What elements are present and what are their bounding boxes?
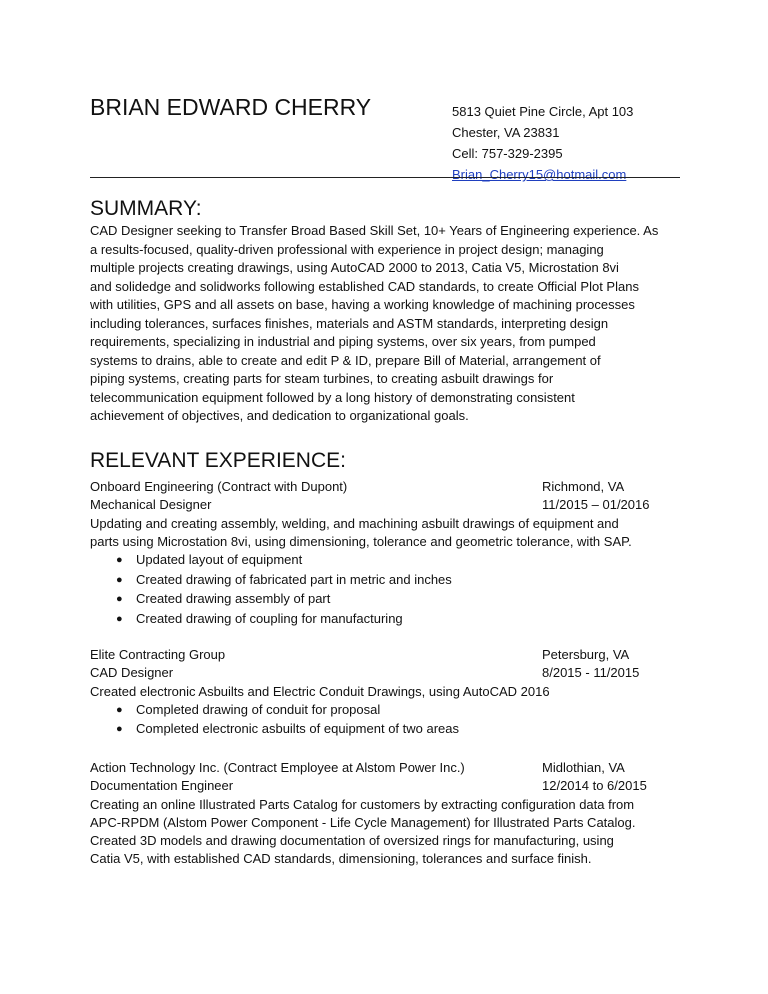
summary-line: systems to drains, able to create and edit P & ID, prepare Bill of Material, arrangement of bbox=[90, 352, 601, 368]
experience-heading: RELEVANT EXPERIENCE: bbox=[90, 449, 346, 472]
summary-line: including tolerances, surfaces finishes, materials and ASTM standards, interpreting design bbox=[90, 315, 609, 331]
job-bullet-list bbox=[90, 701, 680, 740]
summary-line: and solidedge and solidworks following established CAD standards, to create Official Plot Plans bbox=[90, 278, 639, 294]
email-link[interactable]: Brian_Cherry15@hotmail.com bbox=[452, 167, 627, 182]
job-description-line: APC-RPDM (Alstom Power Component - Life Cycle Management) for Illustrated Parts Catalog. bbox=[90, 814, 636, 830]
job-bullet-item bbox=[90, 701, 680, 721]
job-dates: 12/2014 to 6/2015 bbox=[542, 778, 647, 794]
job-bullet-list bbox=[90, 551, 680, 629]
job-location: Petersburg, VA bbox=[542, 647, 630, 662]
job-description-line: Catia V5, with established CAD standards, dimensioning, tolerances and surface finish. bbox=[90, 851, 592, 867]
summary-heading: SUMMARY: bbox=[90, 197, 202, 220]
summary-line: with utilities, GPS and all assets on base, having a working knowledge of machining processes bbox=[90, 297, 635, 312]
job-bullet-text: Created drawing assembly of part bbox=[136, 591, 331, 607]
job-bullet-text: Completed electronic asbuilts of equipment of two areas bbox=[136, 721, 460, 737]
summary-line: requirements, specializing in industrial and piping systems, over six years, from pumped bbox=[90, 334, 596, 349]
summary-line: piping systems, creating parts for steam turbines, to creating asbuilt drawings for bbox=[90, 371, 554, 386]
job-bullet-text: Created drawing of fabricated part in metric and inches bbox=[136, 571, 452, 587]
bullet-icon: ● bbox=[116, 612, 123, 625]
bullet-icon: ● bbox=[116, 554, 123, 567]
job-bullet-text: Created drawing of coupling for manufacturing bbox=[136, 610, 403, 626]
summary-line: telecommunication equipment followed by a long history of demonstrating consistent bbox=[90, 389, 575, 405]
job-dates: 11/2015 – 01/2016 bbox=[542, 497, 650, 513]
bullet-icon: ● bbox=[116, 703, 123, 716]
job-description-line: Creating an online Illustrated Parts Catalog for customers by extracting configuration data from bbox=[90, 796, 635, 812]
job-description-line: parts using Microstation 8vi, using dimensioning, tolerance and geometric tolerance, with SAP. bbox=[90, 533, 632, 549]
address-line-1: 5813 Quiet Pine Circle, Apt 103 bbox=[452, 104, 634, 119]
summary-line: achievement of objectives, and dedication to organizational goals. bbox=[90, 408, 469, 423]
job-description-line: Updating and creating assembly, welding, and machining asbuilt drawings of equipment and bbox=[90, 515, 619, 531]
job-bullet-text: Updated layout of equipment bbox=[136, 552, 303, 568]
job-company: Onboard Engineering (Contract with Dupont) bbox=[90, 479, 348, 494]
summary-line: a results-focused, quality-driven professional with experience in project design; managing bbox=[90, 241, 604, 257]
job-location: Midlothian, VA bbox=[542, 760, 625, 775]
contact-block bbox=[452, 101, 633, 185]
job-bullet-item bbox=[90, 720, 680, 740]
address-line-2: Chester, VA 23831 bbox=[452, 125, 560, 140]
job-title: CAD Designer bbox=[90, 665, 174, 681]
job-bullet-item bbox=[90, 610, 680, 630]
bullet-icon: ● bbox=[116, 593, 123, 606]
job-description-line: Created 3D models and drawing documentation of oversized rings for manufacturing, using bbox=[90, 833, 614, 849]
job-entry bbox=[90, 646, 680, 740]
bullet-icon: ● bbox=[116, 573, 123, 586]
job-bullet-text: Completed drawing of conduit for proposal bbox=[136, 701, 381, 717]
job-company: Action Technology Inc. (Contract Employee at Alstom Power Inc.) bbox=[90, 760, 465, 775]
job-dates: 8/2015 - 11/2015 bbox=[542, 665, 640, 681]
header-divider bbox=[90, 177, 680, 178]
job-bullet-item bbox=[90, 551, 680, 571]
candidate-name: BRIAN EDWARD CHERRY bbox=[90, 94, 372, 120]
cell-phone: Cell: 757-329-2395 bbox=[452, 146, 563, 161]
job-location: Richmond, VA bbox=[542, 479, 625, 494]
job-title: Documentation Engineer bbox=[90, 778, 234, 794]
job-company: Elite Contracting Group bbox=[90, 647, 226, 662]
summary-paragraph bbox=[90, 222, 685, 426]
job-entry bbox=[90, 478, 680, 629]
job-description-line: Created electronic Asbuilts and Electric Conduit Drawings, using AutoCAD 2016 bbox=[90, 683, 550, 699]
summary-line: multiple projects creating drawings, using AutoCAD 2000 to 2013, Catia V5, Microstation 8vi bbox=[90, 260, 619, 275]
job-bullet-item bbox=[90, 590, 680, 610]
job-bullet-item bbox=[90, 571, 680, 591]
summary-line: CAD Designer seeking to Transfer Broad Based Skill Set, 10+ Years of Engineering experience. As bbox=[90, 223, 659, 238]
job-entry bbox=[90, 759, 680, 869]
bullet-icon: ● bbox=[116, 723, 123, 736]
job-title: Mechanical Designer bbox=[90, 497, 212, 513]
